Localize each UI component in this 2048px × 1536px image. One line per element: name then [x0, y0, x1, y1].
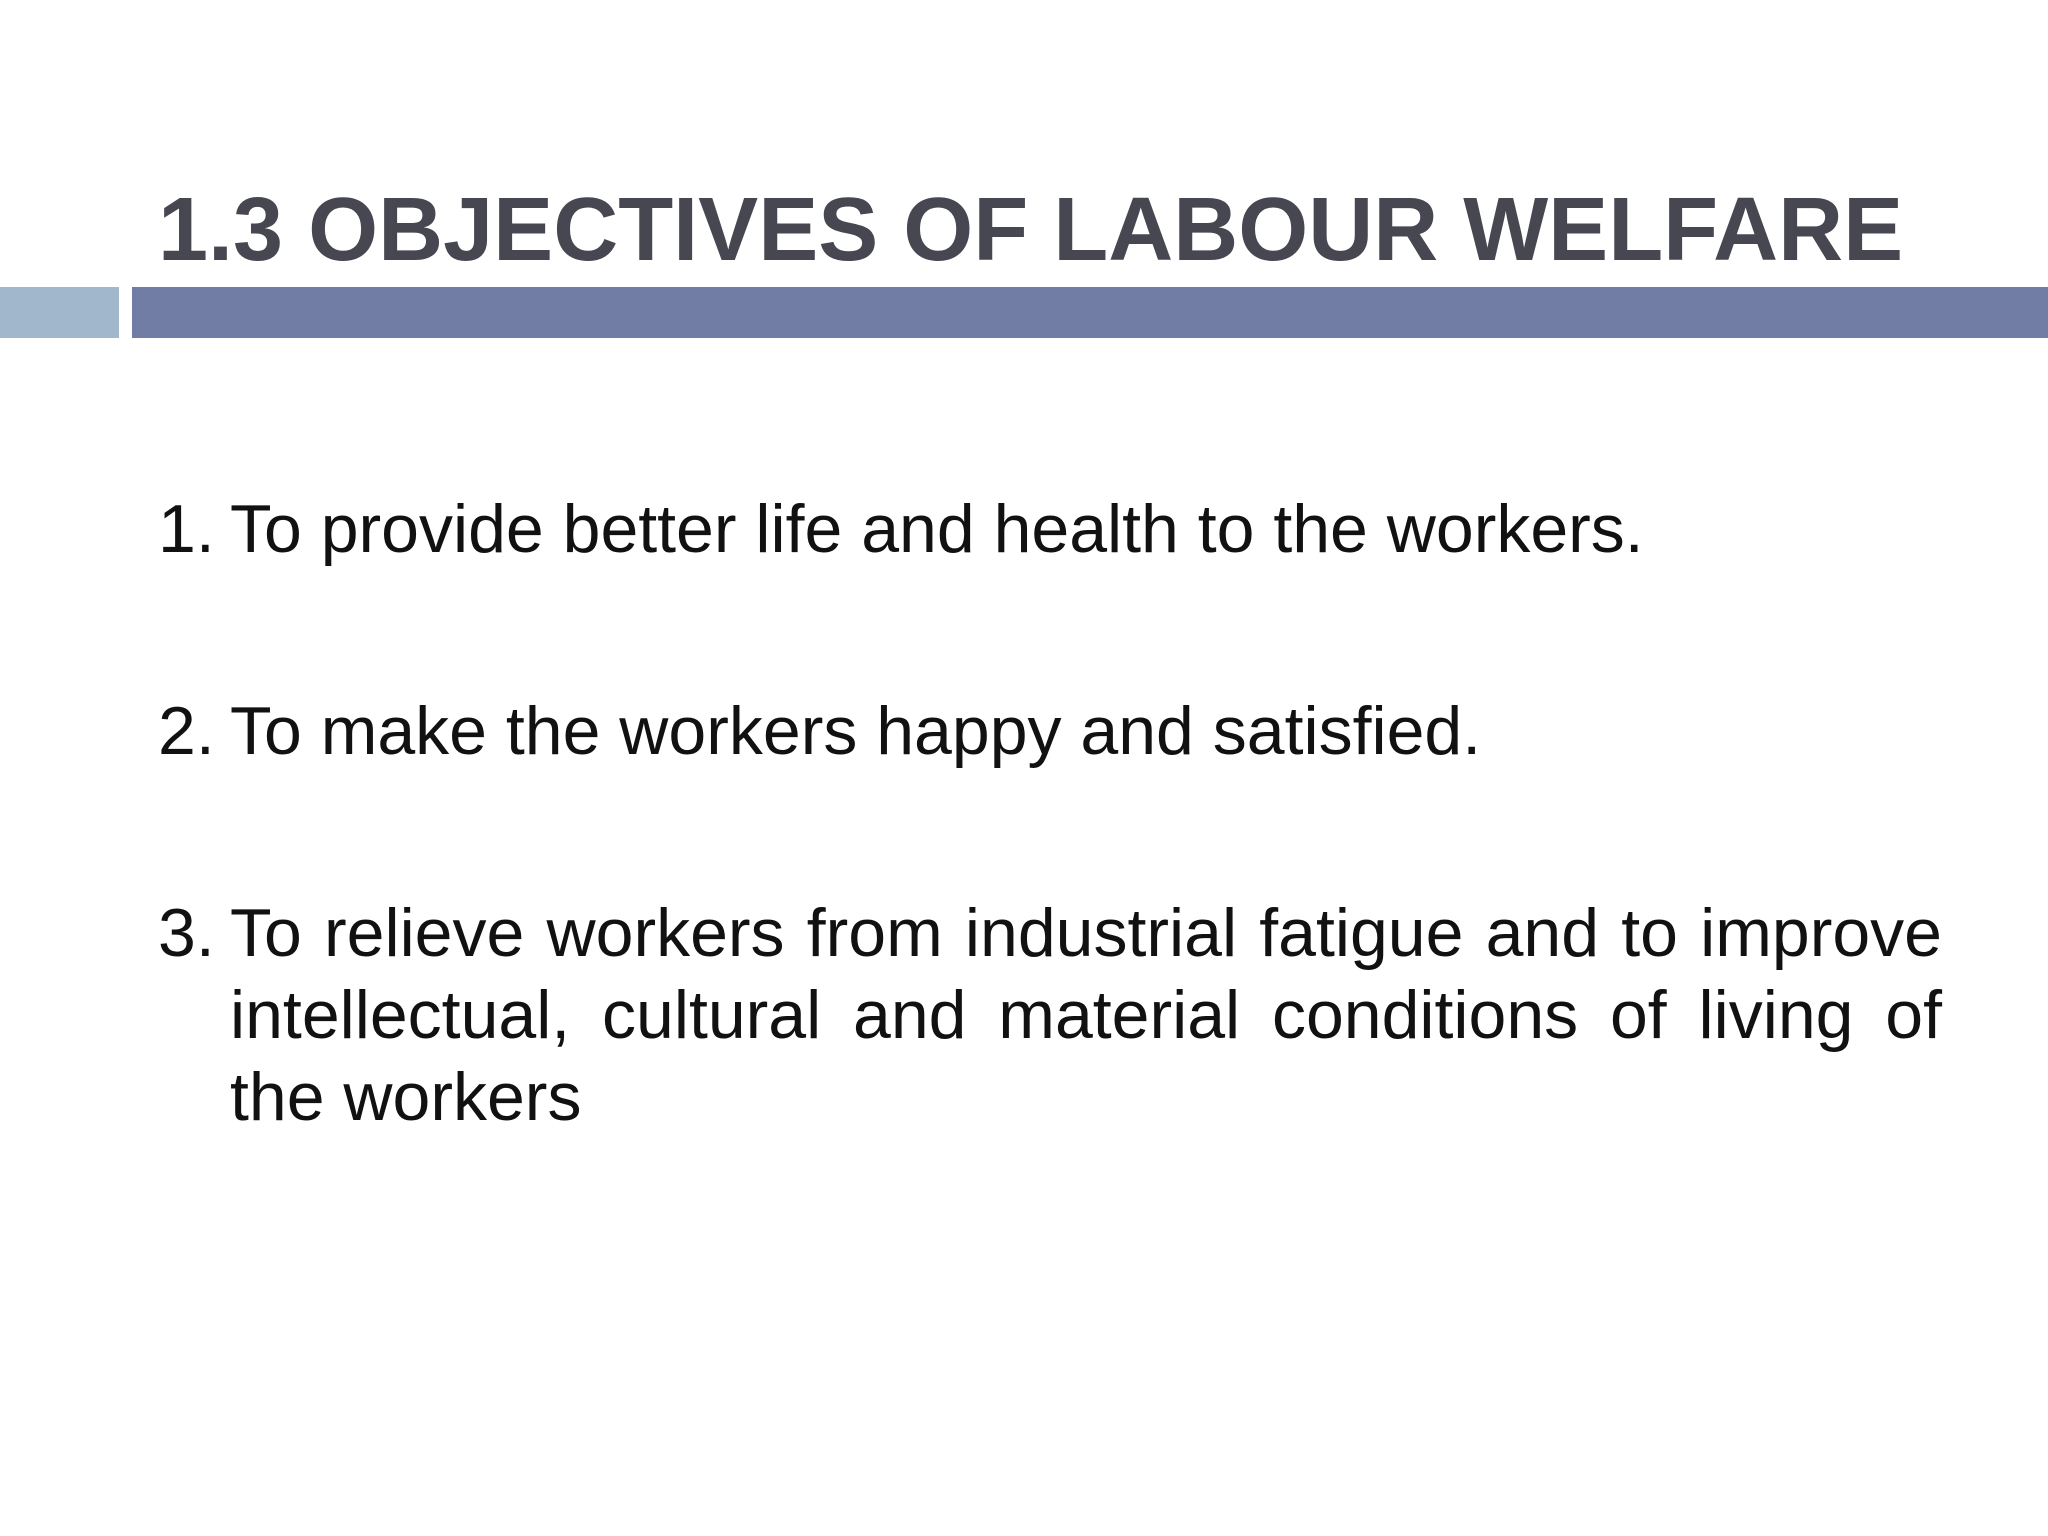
title-accent-bar — [132, 287, 2048, 338]
objective-text: To provide better life and health to the workers. — [230, 491, 1644, 567]
objective-number: 1. — [158, 491, 215, 567]
objective-number: 2. — [158, 693, 215, 769]
objectives-list — [158, 488, 1942, 1258]
objective-text: To relieve workers from industrial fatigue and to improve intellectual, cultural and material conditions of living of the workers — [230, 895, 1942, 1135]
slide-title: 1.3 OBJECTIVES OF LABOUR WELFARE — [158, 180, 1904, 280]
objective-number: 3. — [158, 895, 215, 971]
objective-text: To make the workers happy and satisfied. — [230, 693, 1482, 769]
title-accent-bar-left — [0, 287, 119, 338]
objective-item — [158, 488, 1942, 570]
objective-item — [158, 892, 1942, 1138]
objective-item — [158, 690, 1942, 772]
